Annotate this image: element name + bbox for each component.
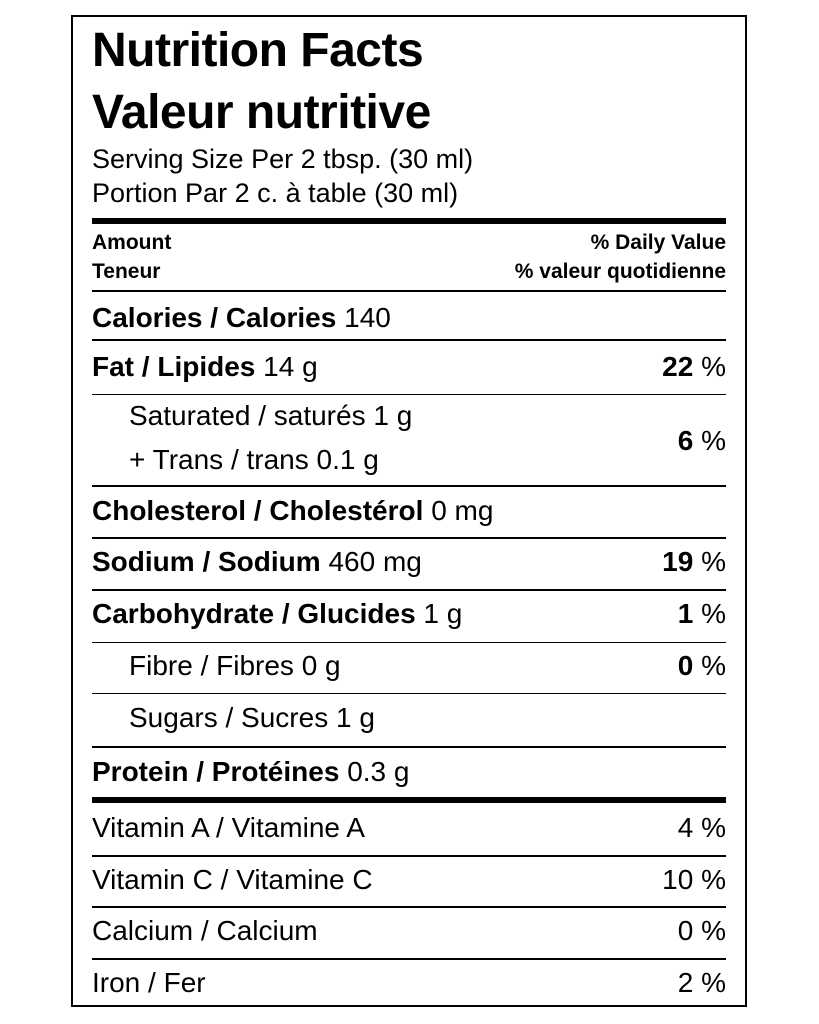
sodium-value: 460 mg bbox=[328, 546, 422, 577]
divider bbox=[92, 485, 726, 487]
divider bbox=[92, 642, 726, 643]
thick-divider-vitamins bbox=[92, 797, 726, 803]
vitamin-c-label: Vitamin C / Vitamine C bbox=[92, 864, 373, 895]
divider bbox=[92, 855, 726, 857]
fat-percent: 22 bbox=[662, 351, 694, 382]
divider bbox=[92, 589, 726, 591]
carbohydrate-value: 1 g bbox=[423, 598, 463, 629]
vitamin-a-label: Vitamin A / Vitamine A bbox=[92, 812, 365, 843]
cholesterol-label: Cholesterol / Cholestérol bbox=[92, 495, 424, 526]
divider bbox=[92, 339, 726, 341]
divider bbox=[92, 958, 726, 960]
serving-size-french: Portion Par 2 c. à table (30 ml) bbox=[92, 178, 459, 208]
iron-label: Iron / Fer bbox=[92, 967, 206, 998]
divider bbox=[92, 537, 726, 539]
calories-label: Calories / Calories bbox=[92, 302, 337, 333]
iron-percent: 2 % bbox=[677, 967, 726, 998]
divider bbox=[92, 746, 726, 748]
vitamin-c-percent: 10 % bbox=[662, 864, 726, 895]
saturated-trans-percent: 6 bbox=[677, 425, 694, 456]
nutrition-facts-label: Nutrition Facts Valeur nutritive Serving Size Per 2 tbsp. (30 ml) Portion Par 2 c. à table (30 ml) Amount Teneur % Daily Value % valeur quotidienne Calories / Calories 140 Fat / Lipides 14 g 22 % Saturated / saturés 1 g + Trans / trans 0.1 g 6 % Cholesterol / Cholestérol 0 mg Sodium / Sodium 460 mg 19 % Carbohydrate / Glucides 1 g 1 % Fibre / Fibres 0 g 0 % Sugars / Sucres 1 g Protein / Protéines 0.3 g Vitamin A / Vitamine A 4 % Vitamin C / Vitamine C 10 % Calcium / Calcium 0 % Iron / Fer 2 % bbox=[71, 15, 747, 1007]
vitamin-a-percent: 4 % bbox=[677, 812, 726, 843]
amount-header-french: Teneur bbox=[92, 260, 161, 283]
fibre-percent: 0 bbox=[677, 650, 694, 681]
daily-value-header-english: % Daily Value bbox=[590, 231, 726, 254]
calcium-percent: 0 % bbox=[677, 915, 726, 946]
amount-header-english: Amount bbox=[92, 231, 172, 254]
daily-value-header-french: % valeur quotidienne bbox=[514, 260, 726, 283]
trans-label: + Trans / trans 0.1 g bbox=[129, 444, 379, 475]
divider bbox=[92, 290, 726, 292]
divider bbox=[92, 394, 726, 395]
title-english: Nutrition Facts bbox=[92, 24, 424, 77]
divider bbox=[92, 906, 726, 908]
thick-divider-top bbox=[92, 218, 726, 224]
divider bbox=[92, 693, 726, 694]
sodium-label: Sodium / Sodium bbox=[92, 546, 321, 577]
cholesterol-value: 0 mg bbox=[431, 495, 494, 526]
fat-label: Fat / Lipides bbox=[92, 351, 256, 382]
calcium-label: Calcium / Calcium bbox=[92, 915, 318, 946]
serving-size-english: Serving Size Per 2 tbsp. (30 ml) bbox=[92, 144, 474, 174]
carbohydrate-label: Carbohydrate / Glucides bbox=[92, 598, 416, 629]
calories-value: 140 bbox=[344, 302, 391, 333]
carbohydrate-percent: 1 bbox=[677, 598, 694, 629]
protein-label: Protein / Protéines bbox=[92, 756, 340, 787]
protein-value: 0.3 g bbox=[347, 756, 410, 787]
title-french: Valeur nutritive bbox=[92, 86, 431, 139]
sugars-label: Sugars / Sucres 1 g bbox=[129, 702, 375, 733]
fibre-label: Fibre / Fibres 0 g bbox=[129, 650, 341, 681]
fat-value: 14 g bbox=[263, 351, 318, 382]
saturated-label: Saturated / saturés 1 g bbox=[129, 400, 413, 431]
sodium-percent: 19 bbox=[662, 546, 694, 577]
